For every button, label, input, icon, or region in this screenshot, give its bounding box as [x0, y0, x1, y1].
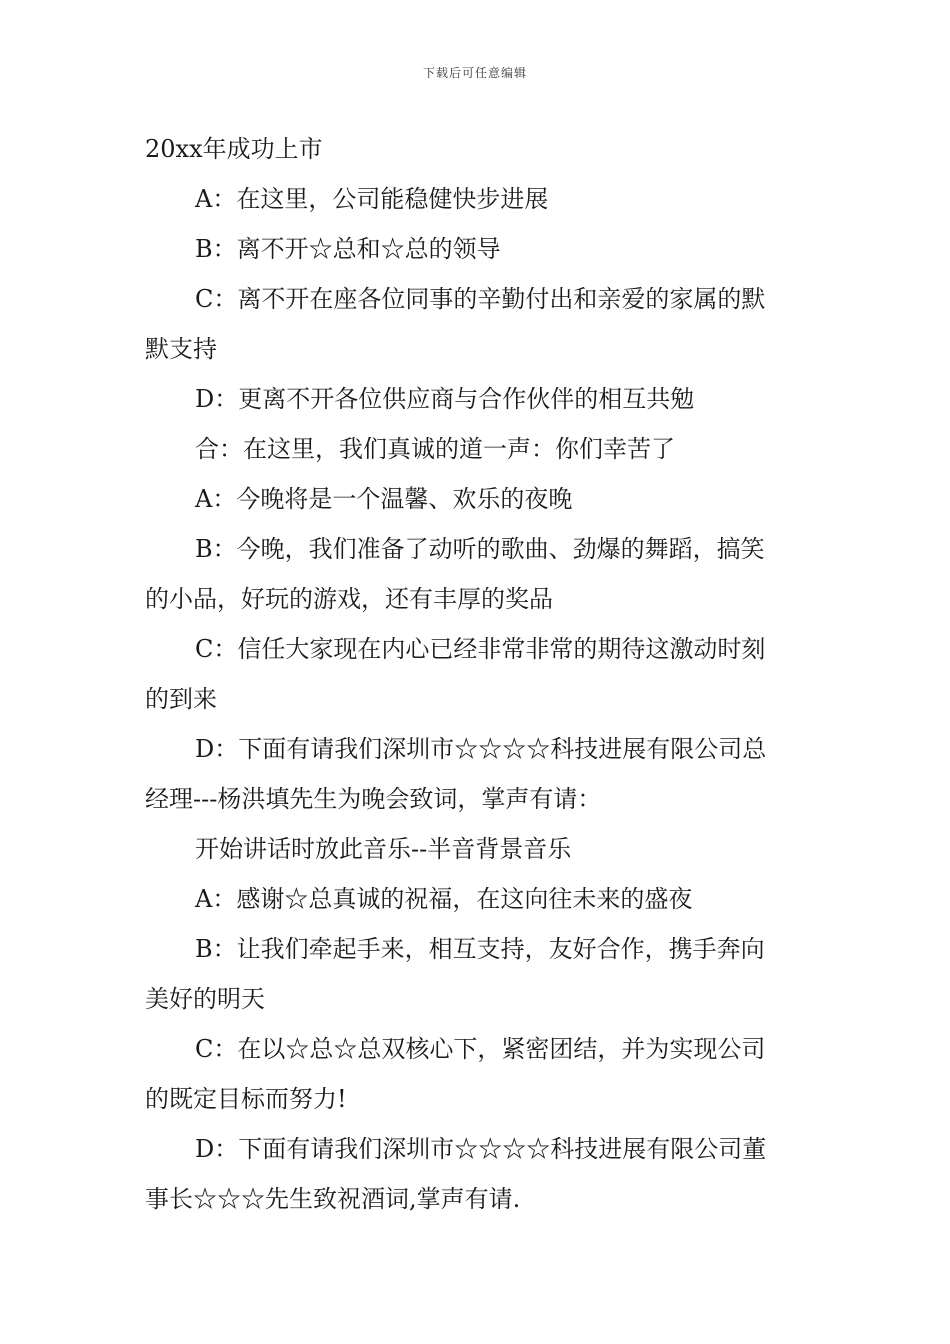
dialogue-line: B：今晚，我们准备了动听的歌曲、劲爆的舞蹈，搞笑 — [195, 535, 765, 563]
dialogue-line: C：离不开在座各位同事的辛勤付出和亲爱的家属的默 — [195, 285, 766, 313]
text-line: 默支持 — [145, 335, 217, 363]
text-line: 事长☆☆☆先生致祝酒词,掌声有请. — [145, 1185, 521, 1213]
text-line: 的既定目标而努力! — [145, 1085, 347, 1113]
dialogue-line: C：在以☆总☆总双核心下，紧密团结，并为实现公司 — [195, 1035, 766, 1063]
text-line: 20xx年成功上市 — [145, 135, 323, 163]
dialogue-line: C：信任大家现在内心已经非常非常的期待这激动时刻 — [195, 635, 766, 663]
dialogue-line: D：下面有请我们深圳市☆☆☆☆科技进展有限公司董 — [195, 1135, 767, 1163]
dialogue-line: B：离不开☆总和☆总的领导 — [195, 235, 501, 263]
document-body — [145, 124, 810, 1224]
text-line: 的到来 — [145, 685, 217, 713]
dialogue-line: A：今晚将是一个温馨、欢乐的夜晚 — [195, 485, 573, 513]
dialogue-line: B：让我们牵起手来，相互支持，友好合作，携手奔向 — [195, 935, 765, 963]
dialogue-line: A：感谢☆总真诚的祝福，在这向往未来的盛夜 — [195, 885, 693, 913]
text-line: 经理---杨洪填先生为晚会致词，掌声有请： — [145, 785, 602, 813]
page-header-note: 下载后可任意编辑 — [422, 66, 527, 80]
stage-direction: 开始讲话时放此音乐--半音背景音乐 — [195, 835, 572, 863]
text-line: 美好的明天 — [145, 985, 265, 1013]
dialogue-line: D：下面有请我们深圳市☆☆☆☆科技进展有限公司总 — [195, 735, 767, 763]
dialogue-line: A：在这里，公司能稳健快步进展 — [195, 185, 549, 213]
dialogue-line: D：更离不开各位供应商与合作伙伴的相互共勉 — [195, 385, 695, 413]
dialogue-line: 合：在这里，我们真诚的道一声：你们幸苦了 — [195, 435, 675, 463]
text-line: 的小品，好玩的游戏，还有丰厚的奖品 — [145, 585, 553, 613]
